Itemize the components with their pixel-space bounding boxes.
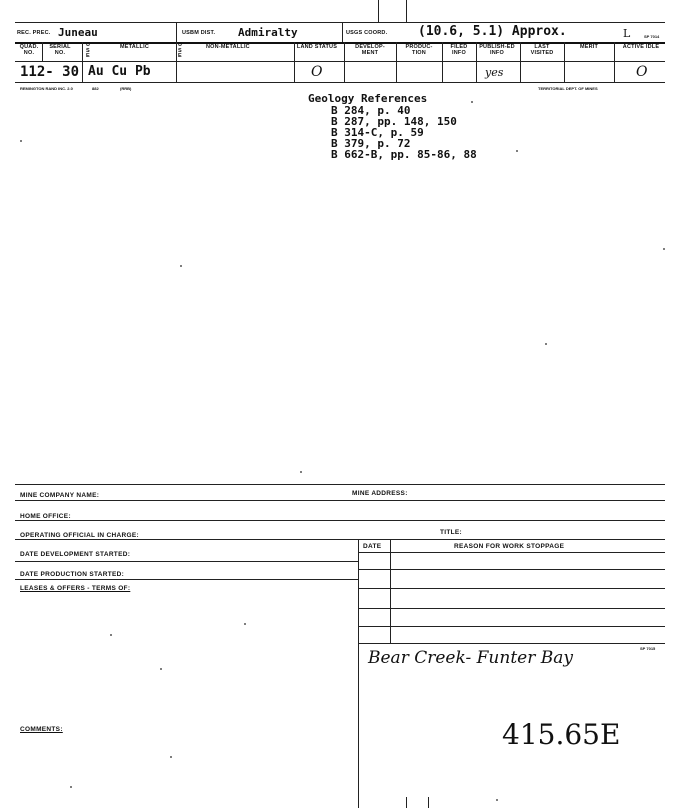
- rule: [15, 520, 665, 521]
- scan-speck: [663, 248, 665, 250]
- usgs-coord-label: USGS COORD.: [346, 30, 388, 36]
- rule: [15, 561, 358, 562]
- rule: [358, 643, 665, 644]
- scan-speck: [110, 634, 112, 636]
- geology-heading: Geology References: [308, 92, 428, 105]
- rule: [358, 569, 665, 570]
- col-production: PRODUC-TION: [405, 44, 433, 56]
- home-office-label: HOME OFFICE:: [20, 513, 71, 520]
- form-number: SP 7014: [644, 34, 660, 39]
- col-published-info: PUBLISH-ED INFO: [479, 44, 515, 56]
- operating-official-label: OPERATING OFFICIAL IN CHARGE:: [20, 532, 139, 539]
- record-active-idle: O: [636, 64, 648, 80]
- scan-speck: [70, 786, 72, 788]
- col-use-left: U S E: [86, 42, 91, 59]
- fold-mark: [428, 797, 429, 808]
- fold-mark: [406, 797, 407, 808]
- record-land-status: O: [311, 64, 323, 80]
- mine-address-label: MINE ADDRESS:: [352, 490, 408, 497]
- scan-speck: [496, 799, 498, 801]
- stoppage-date-header: DATE: [363, 543, 382, 550]
- divider: [564, 42, 565, 82]
- col-quad-no: QUAD. NO.: [19, 44, 39, 56]
- printer-imprint: REMINGTON RAND INC. 2.0: [20, 86, 73, 91]
- divider: [476, 42, 477, 82]
- geology-reference: B 314-C, p. 59: [331, 126, 424, 139]
- divider: [82, 42, 83, 82]
- col-serial-no: SERIAL NO.: [49, 44, 71, 56]
- record-published-info: yes: [485, 66, 504, 79]
- leases-offers-label: LEASES & OFFERS - TERMS OF:: [20, 585, 131, 592]
- col-active-idle: ACTIVE IDLE: [622, 44, 660, 50]
- usbm-dist-label: USBM DIST.: [182, 30, 216, 36]
- comments-divider: [358, 643, 359, 808]
- divider: [344, 42, 345, 82]
- col-development: DEVELOP-MENT: [355, 44, 385, 56]
- rule: [15, 500, 665, 501]
- rule: [15, 579, 358, 580]
- geology-reference: B 379, p. 72: [331, 137, 411, 150]
- scan-speck: [20, 140, 22, 142]
- form-code-1: 882: [92, 86, 99, 91]
- col-metallic: METALLIC: [120, 44, 149, 50]
- title-label: TITLE:: [440, 529, 463, 536]
- scan-speck: [244, 623, 246, 625]
- rule: [358, 552, 665, 553]
- divider: [614, 42, 615, 82]
- scan-speck: [160, 668, 162, 670]
- usbm-dist-value: Admiralty: [238, 26, 298, 39]
- date-production-label: DATE PRODUCTION STARTED:: [20, 571, 125, 578]
- col-last-visited: LAST VISITED: [530, 44, 554, 56]
- rule: [358, 588, 665, 589]
- col-land-status: LAND STATUS: [296, 44, 338, 50]
- rec-prec-value: Juneau: [58, 26, 98, 39]
- divider: [294, 42, 295, 82]
- divider: [342, 22, 343, 42]
- scan-speck: [516, 150, 518, 152]
- date-development-label: DATE DEVELOPMENT STARTED:: [20, 551, 131, 558]
- divider: [176, 42, 177, 82]
- scan-speck: [170, 756, 172, 758]
- geology-reference: B 287, pp. 148, 150: [331, 115, 457, 128]
- scan-speck: [545, 343, 547, 345]
- comments-label: COMMENTS:: [20, 726, 63, 733]
- divider: [42, 42, 43, 62]
- stoppage-reason-header: REASON FOR WORK STOPPAGE: [454, 543, 565, 550]
- columns-bottom-rule: [15, 61, 665, 62]
- fold-mark: [378, 0, 379, 22]
- rule: [358, 626, 665, 627]
- stoppage-table-divider: [390, 539, 391, 643]
- divider: [176, 22, 177, 42]
- record-bottom-rule: [15, 82, 665, 83]
- rule: [15, 539, 665, 540]
- territorial-dept: TERRITORIAL DEPT. OF MINES: [538, 86, 598, 91]
- rule: [358, 608, 665, 609]
- header-top-rule: [15, 22, 665, 23]
- fold-mark: [406, 0, 407, 22]
- form-code-2: (RRB): [120, 86, 132, 91]
- geology-reference-list: [331, 105, 477, 160]
- lower-form-number: SP 7015: [640, 646, 656, 651]
- divider: [520, 42, 521, 82]
- col-non-metallic: NON-METALLIC: [206, 44, 250, 50]
- geology-reference: B 662-B, pp. 85-86, 88: [331, 148, 477, 161]
- divider: [396, 42, 397, 82]
- divider: [442, 42, 443, 82]
- col-merit: MERIT: [579, 44, 599, 50]
- handwritten-location: Bear Creek- Funter Bay: [368, 648, 573, 668]
- usgs-coord-value: (10.6, 5.1) Approx.: [418, 24, 567, 39]
- handwritten-code: 415.65E: [502, 718, 621, 751]
- record-metallic: Au Cu Pb: [88, 64, 151, 79]
- mine-company-name-label: MINE COMPANY NAME:: [20, 492, 100, 499]
- geology-reference: B 284, p. 40: [331, 104, 411, 117]
- stoppage-table-left: [358, 539, 359, 643]
- corner-mark: L: [623, 27, 631, 40]
- scan-speck: [300, 471, 302, 473]
- lower-top-rule: [15, 484, 665, 485]
- col-filed-info: FILED INFO: [450, 44, 468, 56]
- scan-speck: [471, 101, 473, 103]
- col-use-right: U S E: [178, 42, 183, 59]
- rec-prec-label: REC. PREC.: [17, 30, 51, 36]
- scan-speck: [180, 265, 182, 267]
- record-quad-serial: 112- 30: [20, 64, 80, 80]
